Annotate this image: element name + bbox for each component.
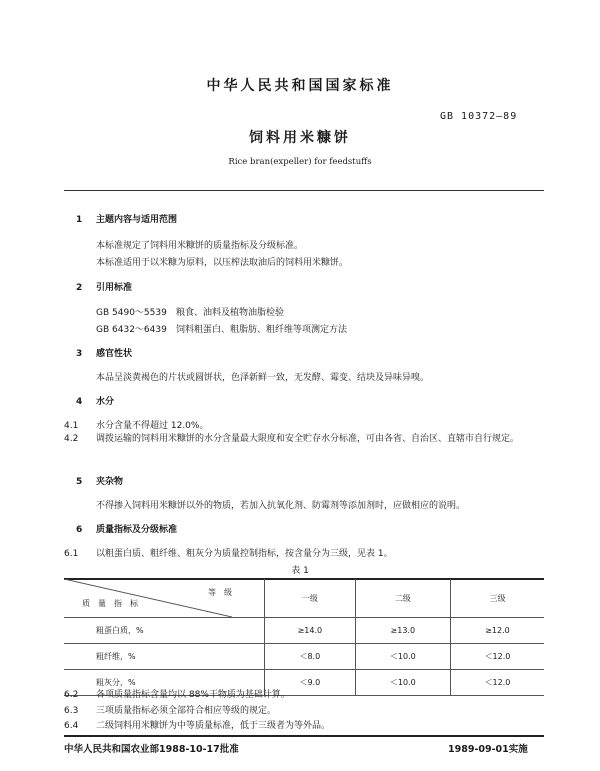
section-5-heading xyxy=(76,474,123,487)
table-corner-cell xyxy=(64,579,265,618)
section-1-heading xyxy=(76,212,177,225)
effective-date: 1989-09-01实施 xyxy=(448,744,528,755)
grade-header: 三级 xyxy=(450,579,544,618)
document-title: 饲料用米糠饼 xyxy=(249,130,351,146)
table-cell: ≥12.0 xyxy=(450,618,544,644)
table-cell: ＜10.0 xyxy=(355,644,450,670)
section-number: 6 xyxy=(76,525,83,535)
table-cell: ＜9.0 xyxy=(265,670,356,696)
grade-header: 二级 xyxy=(355,579,450,618)
clause-6-4 xyxy=(64,718,330,731)
footer-divider xyxy=(64,735,544,737)
section-2-heading xyxy=(76,280,132,293)
section-number: 5 xyxy=(76,477,83,487)
section-6-heading xyxy=(76,522,177,535)
document-subtitle: Rice bran(expeller) for feedstuffs xyxy=(228,157,372,167)
corner-grade-label: 等 级 xyxy=(208,588,232,597)
section-title: 质量指标及分级标准 xyxy=(96,525,178,535)
clause-number: 6.4 xyxy=(64,721,79,731)
corner-index-label: 质 量 指 标 xyxy=(82,599,138,608)
section-number: 2 xyxy=(76,283,83,293)
clause-number: 6.1 xyxy=(64,549,79,559)
table-header-row xyxy=(64,579,544,618)
clause-text: 各项质量指标含量均以 88%干物质为基础计算。 xyxy=(96,690,290,700)
section-number: 3 xyxy=(76,349,83,359)
approval-line: 中华人民共和国农业部1988-10-17批准 xyxy=(64,744,239,755)
section-title: 主题内容与适用范围 xyxy=(96,215,178,225)
clause-4-2 xyxy=(64,431,544,447)
clause-4-1 xyxy=(64,418,208,431)
section-number: 1 xyxy=(76,215,83,225)
clause-number: 4.2 xyxy=(64,434,79,444)
row-label: 粗蛋白质，% xyxy=(64,618,265,644)
clause-text: 调拨运输的饲料用米糠饼的水分含量最大限度和安全贮存水分标准，可由各省、自治区、直辖市自行规定。 xyxy=(96,434,520,444)
header-divider xyxy=(64,190,544,191)
reference-1-code: GB 5490～5539 xyxy=(96,308,167,318)
table-row xyxy=(64,644,544,670)
table-cell: ＜12.0 xyxy=(450,670,544,696)
reference-1-title: 粮食、油料及植物油脂检验 xyxy=(176,308,285,318)
table-cell: ＜8.0 xyxy=(265,644,356,670)
reference-2-code: GB 6432～6439 xyxy=(96,325,167,335)
clause-text: 三项质量指标必须全部符合相应等级的规定。 xyxy=(96,706,277,716)
quality-grade-table xyxy=(64,579,544,696)
clause-number: 6.2 xyxy=(64,690,79,700)
section-title: 夹杂物 xyxy=(96,477,124,487)
clause-text: 二级饲料用米糠饼为中等质量标准，低于三级者为等外品。 xyxy=(96,721,331,731)
clause-6-2 xyxy=(64,687,290,700)
clause-text: 水分含量不得超过 12.0%。 xyxy=(96,421,209,431)
table-row xyxy=(64,618,544,644)
table-cell: ＜12.0 xyxy=(450,644,544,670)
section-3-heading xyxy=(76,346,132,359)
clause-6-1 xyxy=(64,546,393,559)
section-title: 引用标准 xyxy=(96,283,133,293)
section-5-para-1: 不得掺入饲料用米糠饼以外的物质，若加入抗氧化剂、防霉剂等添加剂时，应做相应的说明。 xyxy=(96,501,466,511)
section-1-para-2: 本标准适用于以米糠为原料，以压榨法取油后的饲料用米糠饼。 xyxy=(96,258,349,268)
section-4-heading xyxy=(76,394,114,407)
section-1-para-1: 本标准规定了饲料用米糠饼的质量指标及分级标准。 xyxy=(96,241,304,251)
grade-header: 一级 xyxy=(265,579,356,618)
table-cell: ＜10.0 xyxy=(355,670,450,696)
row-label: 粗纤维，% xyxy=(64,644,265,670)
table-cell: ≥13.0 xyxy=(355,618,450,644)
clause-number: 6.3 xyxy=(64,706,79,716)
section-title: 感官性状 xyxy=(96,349,133,359)
section-number: 4 xyxy=(76,397,83,407)
standard-title: 中华人民共和国国家标准 xyxy=(206,78,394,94)
table-cell: ≥14.0 xyxy=(265,618,356,644)
gb-code: GB 10372—89 xyxy=(440,111,518,122)
table-caption: 表 1 xyxy=(291,566,309,576)
reference-2-title: 饲料粗蛋白、粗脂肪、粗纤维等项测定方法 xyxy=(176,325,348,335)
clause-text: 以粗蛋白质、粗纤维、粗灰分为质量控制指标，按含量分为三级，见表 1。 xyxy=(96,549,393,559)
row-label: 粗灰分，% xyxy=(64,670,265,696)
section-title: 水分 xyxy=(96,397,115,407)
section-3-para-1: 本品呈淡黄褐色的片状或圆饼状，色泽新鲜一致，无发酵、霉变、结块及异味异嗅。 xyxy=(96,373,430,383)
clause-number: 4.1 xyxy=(64,421,79,431)
clause-6-3 xyxy=(64,703,276,716)
